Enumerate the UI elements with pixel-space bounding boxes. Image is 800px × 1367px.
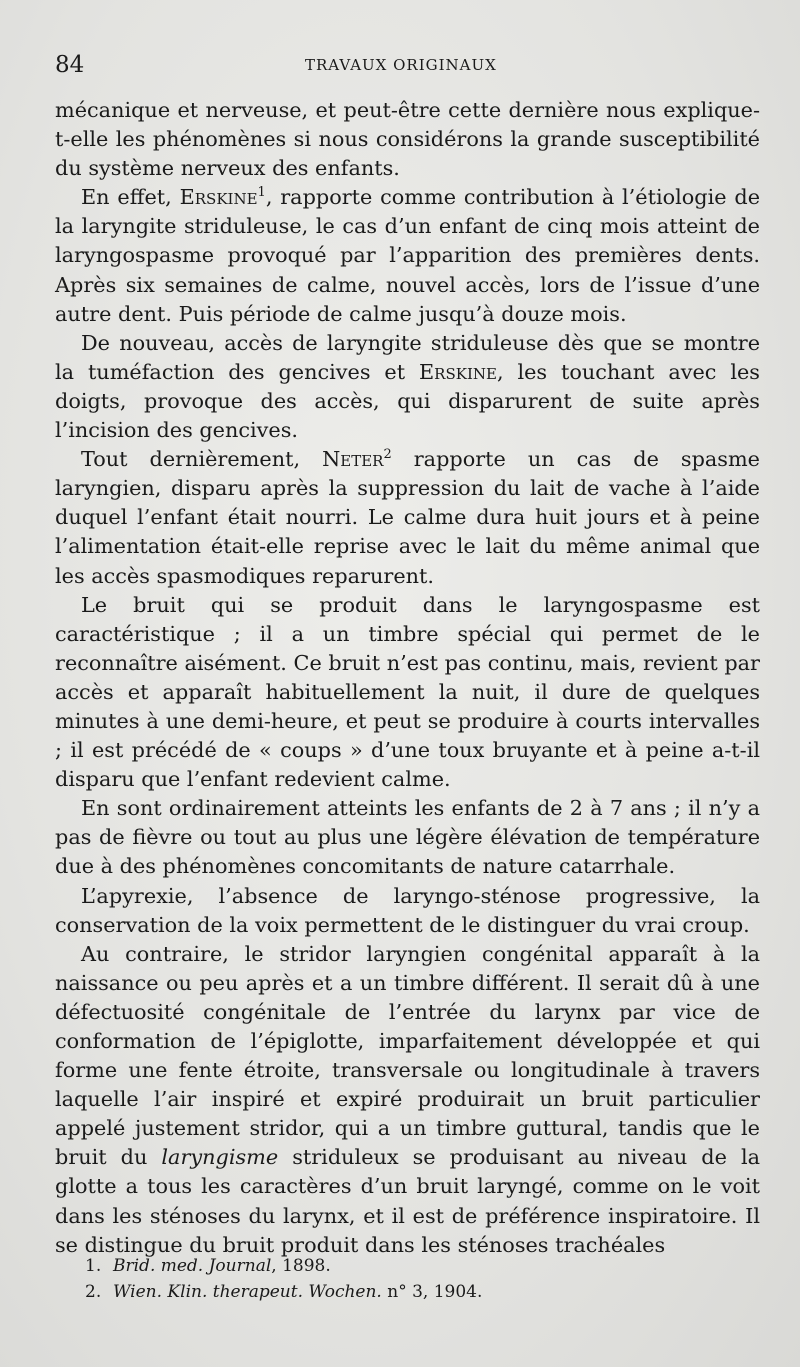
paragraph-text: L’apyrexie, l’absence de laryngo-sténose progressive, la conservation de la voix permettent de le distinguer du vrai croup. bbox=[55, 883, 760, 937]
paragraph-text: Le bruit qui se produit dans le laryngospasme est caractéristique ; il a un timbre spécial qui permet de le reconnaître aisément. Ce bruit n’est pas continu, mais, revient par accès et apparaît habituellement la nuit, il dure de quelques minutes à une demi-heure, et peut se produire à courts intervalles ; il est précédé de « coups » d’une toux bruyante et à peine a-t-il disparu que l’enfant redevient calme. bbox=[55, 592, 760, 792]
paragraph-text: striduleux se produisant au niveau de la glotte a tous les caractères d’un bruit laryngé, comme on le voit dans les sténoses du larynx, et il est de préférence inspiratoire. Il se distingue du bruit produit dans les sténoses trachéales bbox=[55, 1145, 760, 1257]
paragraph bbox=[55, 96, 760, 183]
footnote-detail: n° 3, 1904. bbox=[381, 1282, 483, 1302]
footnotes bbox=[85, 1253, 745, 1305]
paragraph-text: En effet, bbox=[81, 185, 180, 210]
paragraph bbox=[55, 882, 760, 940]
running-head: TRAVAUX ORIGINAUX bbox=[305, 56, 497, 74]
paragraph bbox=[55, 591, 760, 795]
paragraph bbox=[55, 794, 760, 881]
paragraph bbox=[55, 940, 760, 1260]
footnote-ref: 2 bbox=[383, 447, 392, 463]
footnote-ref: 1 bbox=[257, 185, 266, 201]
author-name-neter: Neter bbox=[322, 447, 384, 472]
paragraph-text: En sont ordinairement atteints les enfants de 2 à 7 ans ; il n’y a pas de fièvre ou tout au plus une légère élévation de température due à des phénomènes concomitants de nature catarrhale. bbox=[55, 796, 760, 879]
paragraph-text: , rapporte comme contribution à l’étiologie de la laryngite striduleuse, le cas d’un enfant de cinq mois atteint de laryngospasme provoqué par l’apparition des premières dents. Après six semaines de calme, nouvel accès, lors de l’issue d’une autre dent. Puis période de calme jusqu’à douze mois. bbox=[55, 185, 760, 326]
paragraph-text: Tout dernièrement, bbox=[81, 447, 323, 472]
author-name-erskine: Erskine bbox=[179, 185, 258, 210]
footnote-number: 2. bbox=[85, 1282, 102, 1302]
page-header bbox=[55, 48, 755, 88]
paragraph-text: Au contraire, le stridor laryngien congénital apparaît à la naissance ou peu après et a un timbre différent. Il serait dû à une défectuosité congénitale de l’entrée du larynx par vice de conformation de l’épiglotte, imparfaitement développée et qui forme une fente étroite, transversale ou longitudinale à travers laquelle l’air inspiré et expiré produirait un bruit particulier appelé justement stridor, qui a un timbre guttural, tandis que le bruit du bbox=[55, 941, 760, 1170]
footnote-source: Brid. med. Journal bbox=[113, 1256, 272, 1276]
page-number: 84 bbox=[55, 52, 85, 78]
footnote-detail: , 1898. bbox=[271, 1256, 331, 1276]
paragraph-text: mécanique et nerveuse, et peut-être cette dernière nous explique-t-elle les phénomènes si nous considérons la grande susceptibilité du système nerveux des enfants. bbox=[55, 98, 760, 181]
italic-term: laryngisme bbox=[161, 1145, 279, 1170]
body-text bbox=[55, 96, 760, 1260]
footnote-source: Wien. Klin. therapeut. Wochen. bbox=[113, 1282, 382, 1302]
footnote-number: 1. bbox=[85, 1256, 102, 1276]
paragraph bbox=[55, 183, 760, 328]
footnote bbox=[85, 1279, 745, 1305]
footnote bbox=[85, 1253, 745, 1279]
author-name-erskine: Erskine bbox=[418, 359, 497, 384]
paragraph-text: , les touchant avec les doigts, provoque des accès, qui disparurent de suite après l’incision des gencives. bbox=[55, 359, 760, 443]
paragraph-text: rapporte un cas de spasme laryngien, disparu après la suppression du lait de vache à l’aide duquel l’enfant était nourri. Le calme dura huit jours et à peine l’alimentation était-elle reprise avec le lait du même animal que les accès spasmodiques reparurent. bbox=[55, 447, 760, 588]
paragraph bbox=[55, 445, 760, 590]
paragraph bbox=[55, 329, 760, 445]
paragraph-text: De nouveau, accès de laryngite striduleuse dès que se montre la tuméfaction des gencives et bbox=[55, 330, 760, 384]
